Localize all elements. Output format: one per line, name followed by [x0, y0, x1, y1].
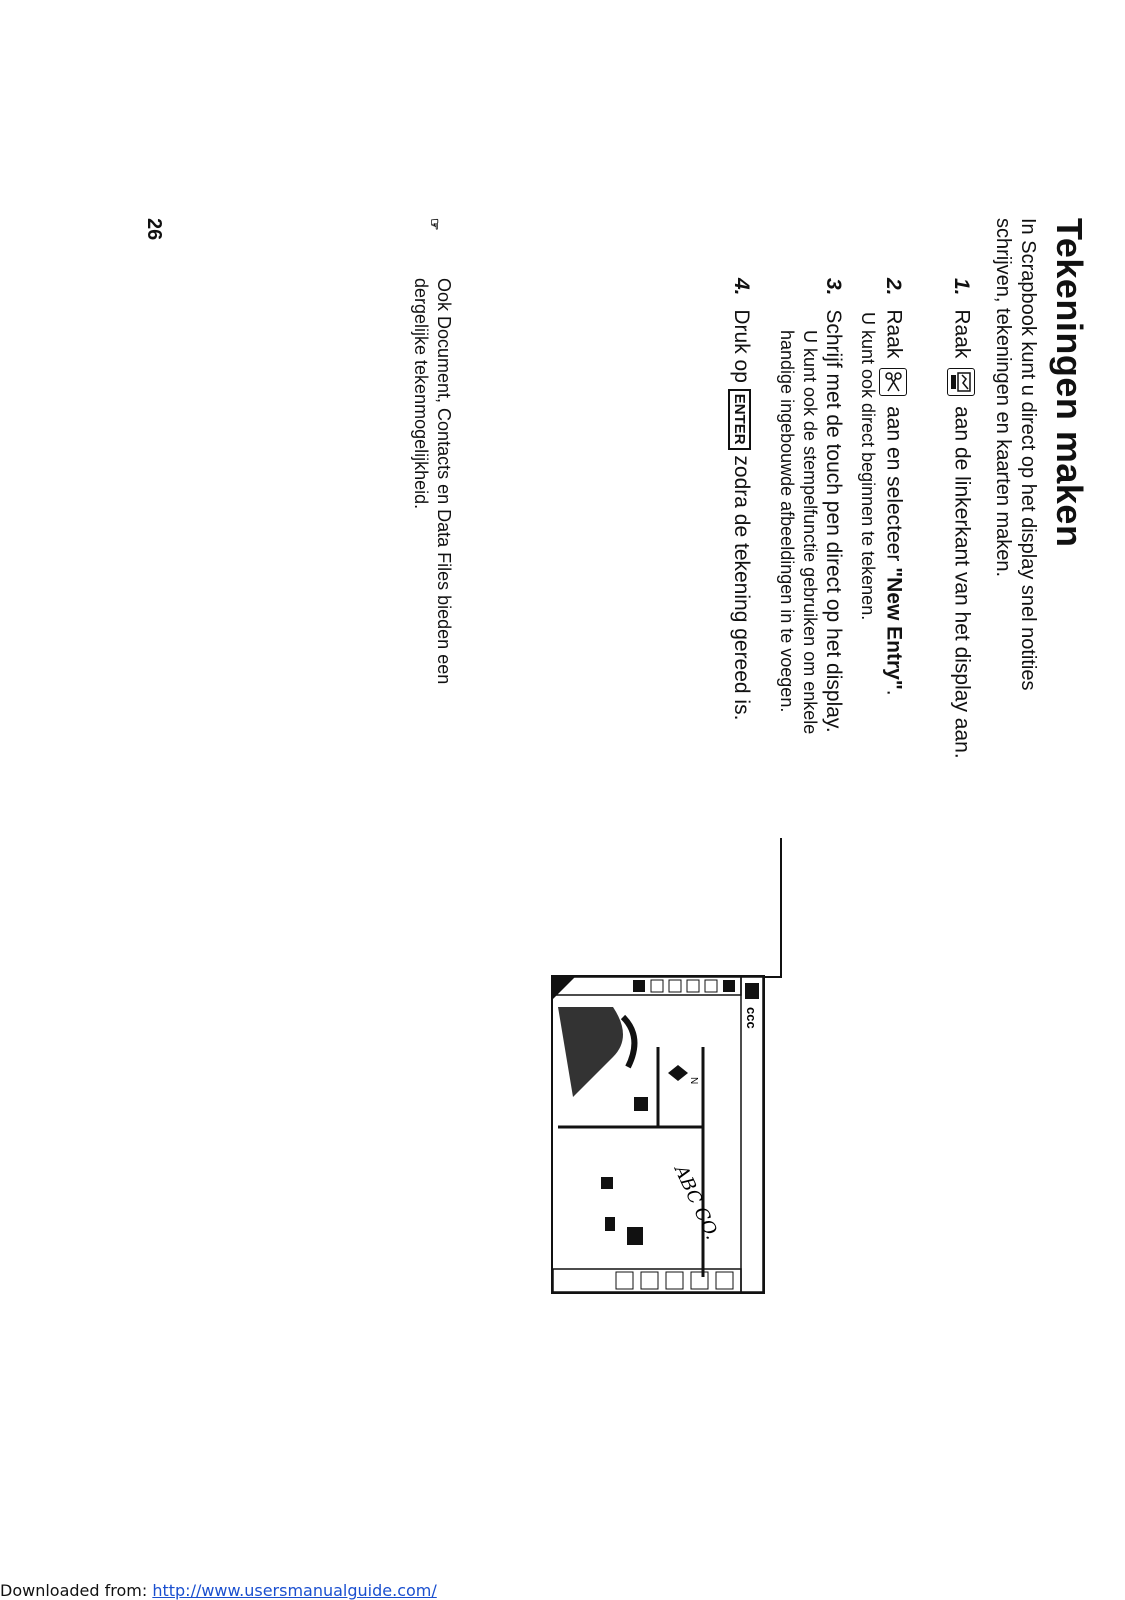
- footer-prefix: Downloaded from:: [0, 1581, 153, 1600]
- step-text: Schrijf met de touch pen direct op het display.: [822, 309, 845, 733]
- step-number: 1.: [950, 278, 974, 296]
- note-text: [409, 278, 455, 684]
- footer-link[interactable]: http://www.usersmanualguide.com/: [152, 1581, 437, 1600]
- intro-line-2: schrijven, tekeningen en kaarten maken.: [992, 218, 1014, 578]
- step-subtext: U kunt ook de stempelfunctie gebruiken om enkele: [800, 330, 820, 735]
- step-subtext: U kunt ook direct beginnen te tekenen.: [858, 312, 878, 621]
- step-subtext: handige ingebouwde afbeeldingen in te voegen.: [777, 330, 797, 713]
- scissors-edit-icon: [879, 368, 907, 396]
- enter-key: ENTER: [728, 389, 751, 450]
- scrapbook-icon: [947, 368, 975, 396]
- screen-drawing: [553, 977, 763, 1292]
- intro-text: [990, 218, 1040, 691]
- note-line-2: dergelijke tekenmogelijkheid.: [411, 278, 431, 510]
- note-line-1: Ook Document, Contacts en Data Files bieden een: [434, 278, 454, 685]
- intro-line-1: In Scrapbook kunt u direct op het display snel notities: [1017, 218, 1039, 691]
- step-2: [856, 278, 907, 696]
- step-number: 2.: [882, 278, 906, 296]
- step-text: zodra de tekening gereed is.: [730, 455, 753, 721]
- callout-line: [762, 976, 782, 978]
- handwriting: ABC CO.: [670, 1162, 723, 1243]
- step-1: [947, 278, 975, 759]
- step-text: aan de linkerkant van het display aan.: [950, 406, 974, 759]
- step-text: Raak: [882, 309, 906, 359]
- step-3: [775, 278, 845, 734]
- svg-text:ccc: ccc: [744, 1007, 759, 1029]
- note-icon: ☞: [427, 218, 443, 231]
- step-text: .: [882, 689, 906, 696]
- page-title: Tekeningen maken: [1049, 218, 1090, 548]
- callout-line: [780, 838, 782, 976]
- device-screen: [551, 975, 765, 1294]
- step-4: [728, 278, 753, 720]
- step-text: aan en selecteer: [882, 406, 906, 568]
- new-entry-label: "New Entry": [882, 567, 906, 690]
- step-text: Druk op: [730, 309, 753, 383]
- footer: [0, 1581, 437, 1600]
- step-text: Raak: [950, 309, 974, 359]
- page-number: 26: [143, 218, 165, 241]
- step-number: 3.: [822, 278, 845, 296]
- step-number: 4.: [730, 278, 753, 296]
- north-label: N: [688, 1077, 699, 1085]
